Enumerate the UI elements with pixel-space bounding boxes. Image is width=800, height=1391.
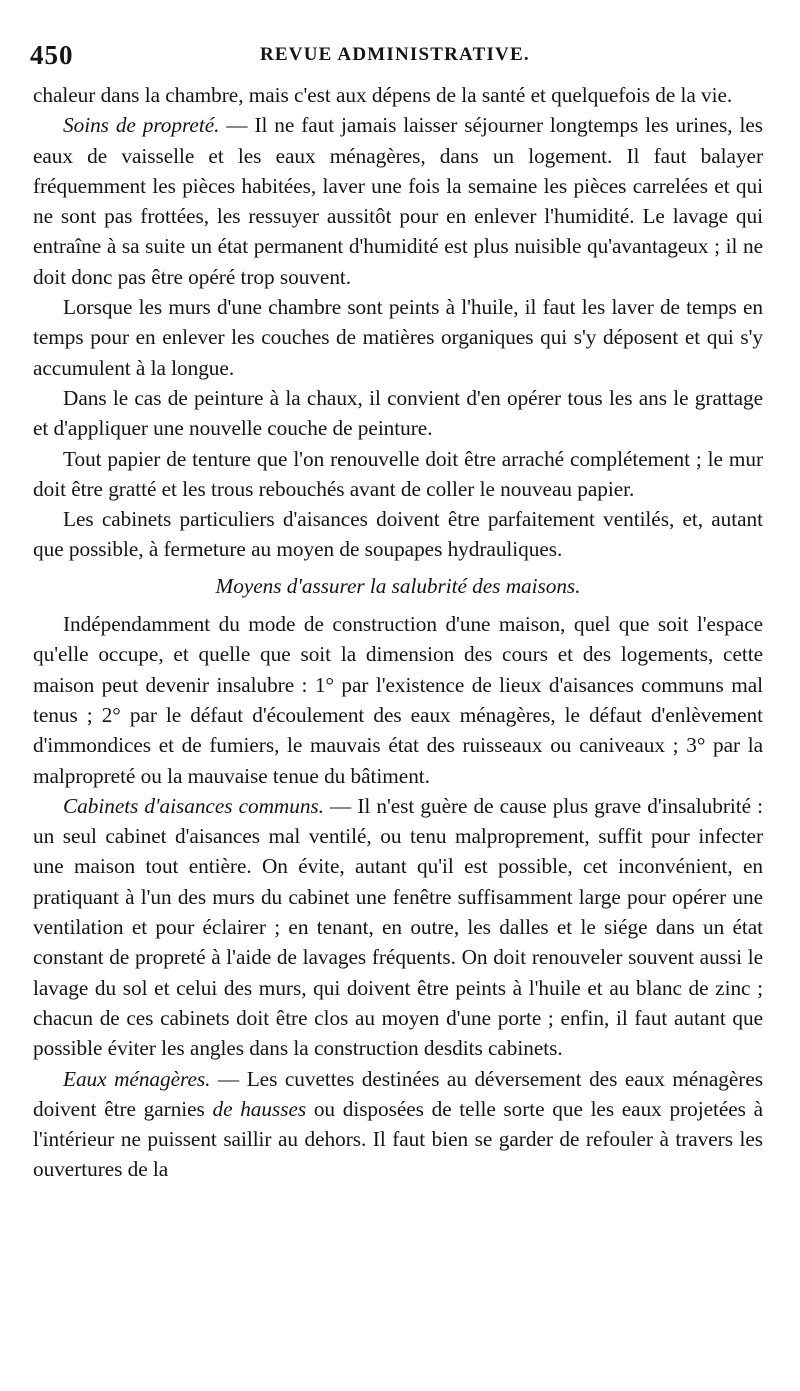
paragraph [33,504,763,565]
page-header [30,40,770,76]
section-subheading: Moyens d'assurer la salubrité des maisons. [215,573,581,598]
emphasis-text: de hausses [212,1096,307,1121]
paragraph [33,383,763,444]
section-rubric: Cabinets d'aisances communs. [63,793,324,818]
body-text [33,80,763,1185]
paragraph-text: ou disposées de telle sorte que les eaux projetées à l'intérieur ne puissent saillir au dehors. Il faut bien se garder de refouler à travers les ouvertures de la [33,1096,764,1182]
paragraph-text: Indépendamment du mode de construction d'une maison, quel que soit l'espace qu'elle occupe, et quelle que soit la dimension des cours et des logements, cette maison peut devenir insalubre : 1° par l'existence de lieux d'aisances communs mal tenus ; 2° par le défaut d'écoulement des eaux ménagères, le défaut d'enlèvement d'immondices et de fumiers, le mauvais état des ruisseaux ou caniveaux ; 3° par la malpropreté ou la mauvaise tenue du bâtiment. [33,612,763,788]
paragraph-text: Tout papier de tenture que l'on renouvelle doit être arraché complétement ; le mur doit être gratté et les trous rebouchés avant de coller le nouveau papier. [33,446,763,501]
page-number: 450 [30,40,74,70]
section-rubric: Soins de propreté. [63,113,220,138]
paragraph [33,791,763,1064]
paragraph-text: Les cabinets particuliers d'aisances doivent être parfaitement ventilés, et, autant que possible, à fermeture au moyen de soupapes hydrauliques. [33,507,763,562]
paragraph [33,1064,763,1185]
paragraph-text: chaleur dans la chambre, mais c'est aux dépens de la santé et quelquefois de la vie. [33,83,733,107]
paragraph-text: Lorsque les murs d'une chambre sont peints à l'huile, il faut les laver de temps en temps pour en enlever les couches de matières organiques qui s'y déposent et qui s'y accumulent à la longue. [33,295,763,380]
paragraph [33,110,763,292]
paragraph [33,609,763,791]
paragraph [33,292,763,383]
paragraph-text: — Il n'est guère de cause plus grave d'insalubrité : un seul cabinet d'aisances mal ventilé, ou tenu malproprement, suffit pour infecter une maison tout entière. On évite, autant qu'il est possible, cet inconvénient, en pratiquant à l'un des murs du cabinet une fenêtre suffisamment large pour opérer une ventilation et pour éclairer ; en tenant, en outre, les dalles et le siége dans un état constant de propreté à l'aide de lavages fréquents. On doit renouveler souvent aussi le lavage du sol et celui des murs, qui doivent être peints à l'huile et au blanc de zinc ; chacun de ces cabinets doit être clos au moyen d'une porte ; enfin, il faut autant que possible éviter les angles dans la construction desdits cabinets. [33,793,763,1061]
section-rubric: Eaux ménagères. [63,1066,211,1091]
paragraph-text: — Les cuvettes destinées au déversement des eaux ménagères doivent être garnies [33,1066,763,1121]
paragraph [33,80,763,110]
paragraph-text: — Il ne faut jamais laisser séjourner longtemps les urines, les eaux de vaisselle et les eaux ménagères, dans un logement. Il faut balayer fréquemment les pièces habitées, laver une fois la semaine les pièces carrelées et qui ne sont pas frottées, les ressuyer aussitôt pour en enlever l'humidité. Le lavage qui entraîne à sa suite un état permanent d'humidité est plus nuisible qu'avantageux ; il ne doit donc pas être opéré trop souvent. [33,113,763,289]
paragraph [33,444,763,505]
running-head: REVUE ADMINISTRATIVE. [260,44,530,65]
paragraph-text: Dans le cas de peinture à la chaux, il convient d'en opérer tous les ans le grattage et d'appliquer une nouvelle couche de peinture. [33,385,763,441]
